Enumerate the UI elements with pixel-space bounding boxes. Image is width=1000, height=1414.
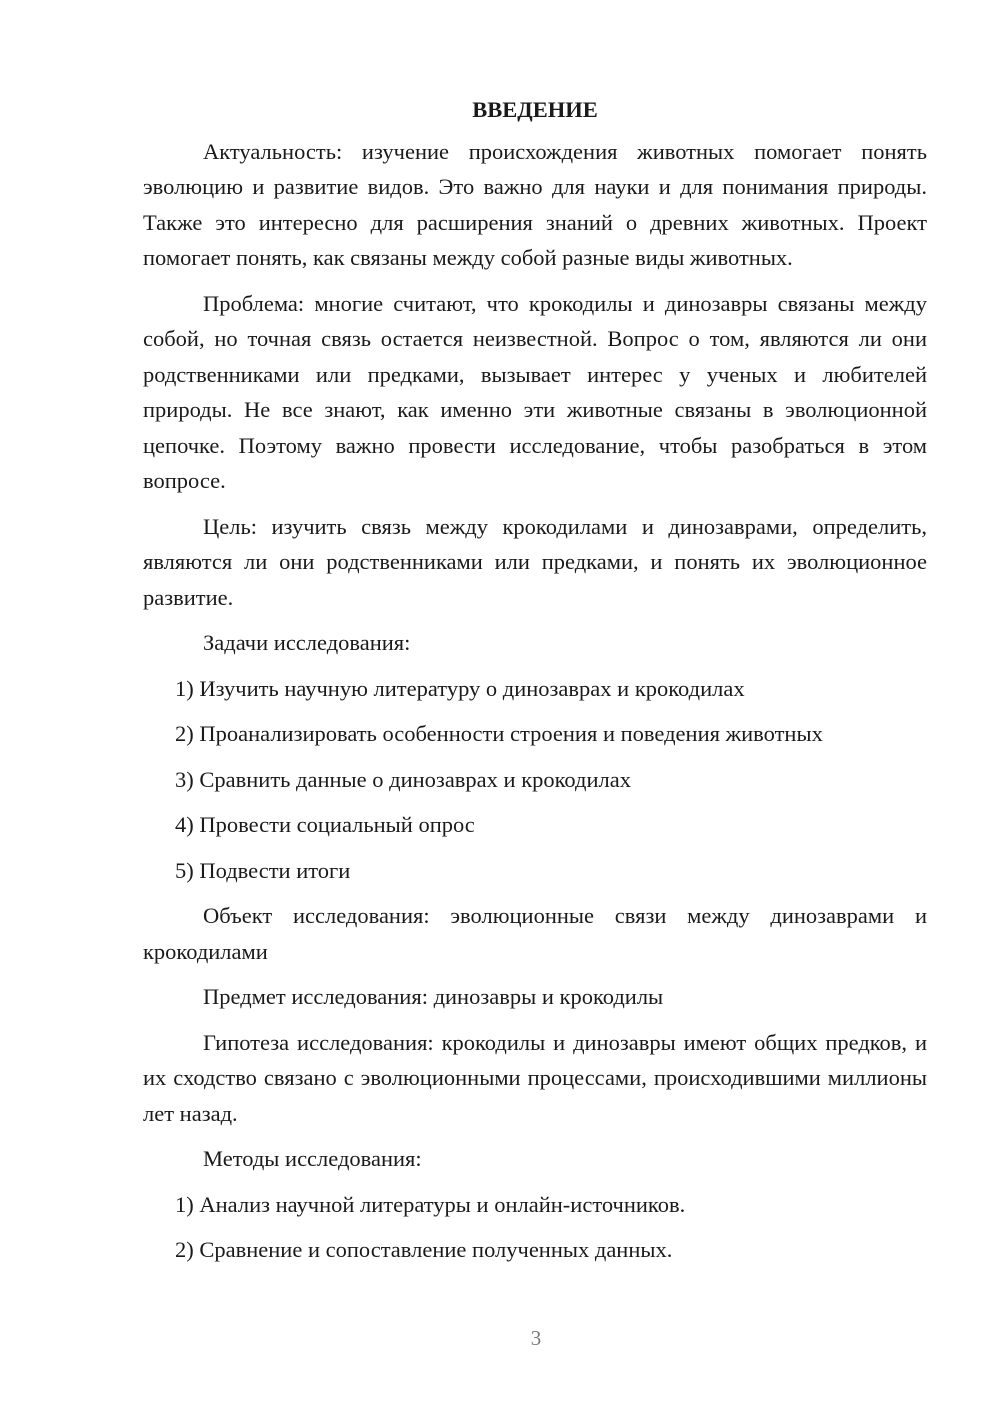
relevance-paragraph: Актуальность: изучение происхождения животных помогает понять эволюцию и развитие видов. Это важно для науки и для понимания природы. Также это интересно для расширения знаний о древних животных. Проект помогает понять, как связаны между собой разные виды животных. — [143, 138, 927, 270]
task-item: 5) Подвести итоги — [175, 857, 351, 883]
subject-paragraph: Предмет исследования: динозавры и крокодилы — [203, 984, 664, 1009]
tasks-list — [143, 671, 927, 889]
page-title: ВВЕДЕНИЕ — [472, 97, 598, 122]
task-item: 4) Провести социальный опрос — [175, 812, 475, 837]
goal-paragraph: Цель: изучить связь между крокодилами и динозаврами, определить, являются ли они родственниками или предками, и понять их эволюционное развитие. — [143, 513, 927, 610]
methods-heading: Методы исследования: — [203, 1146, 422, 1171]
methods-list — [143, 1187, 927, 1268]
problem-paragraph: Проблема: многие считают, что крокодилы и динозавры связаны между собой, но точная связь остается неизвестной. Вопрос о том, являются ли они родственниками или предками, вызывает интерес у ученых и любителей природы. Не все знают, как именно эти животные связаны в эволюционной цепочке. Поэтому важно провести исследование, чтобы разобраться в этом вопросе. — [143, 290, 927, 493]
document-body — [143, 92, 927, 1278]
task-item: 2) Проанализировать особенности строения и поведения животных — [175, 721, 823, 746]
task-item: 1) Изучить научную литературу о динозаврах и крокодилах — [175, 675, 745, 701]
method-item: 2) Сравнение и сопоставление полученных данных. — [175, 1237, 673, 1262]
object-paragraph: Объект исследования: эволюционные связи между динозаврами и крокодилами — [143, 903, 927, 964]
hypothesis-paragraph: Гипотеза исследования: крокодилы и динозавры имеют общих предков, и их сходство связано с эволюционными процессами, происходившими миллионы лет назад. — [143, 1029, 927, 1126]
task-item: 3) Сравнить данные о динозаврах и крокодилах — [175, 766, 631, 792]
page-number: 3 — [530, 1326, 542, 1350]
tasks-heading: Задачи исследования: — [203, 630, 411, 655]
method-item: 1) Анализ научной литературы и онлайн-источников. — [175, 1191, 686, 1217]
